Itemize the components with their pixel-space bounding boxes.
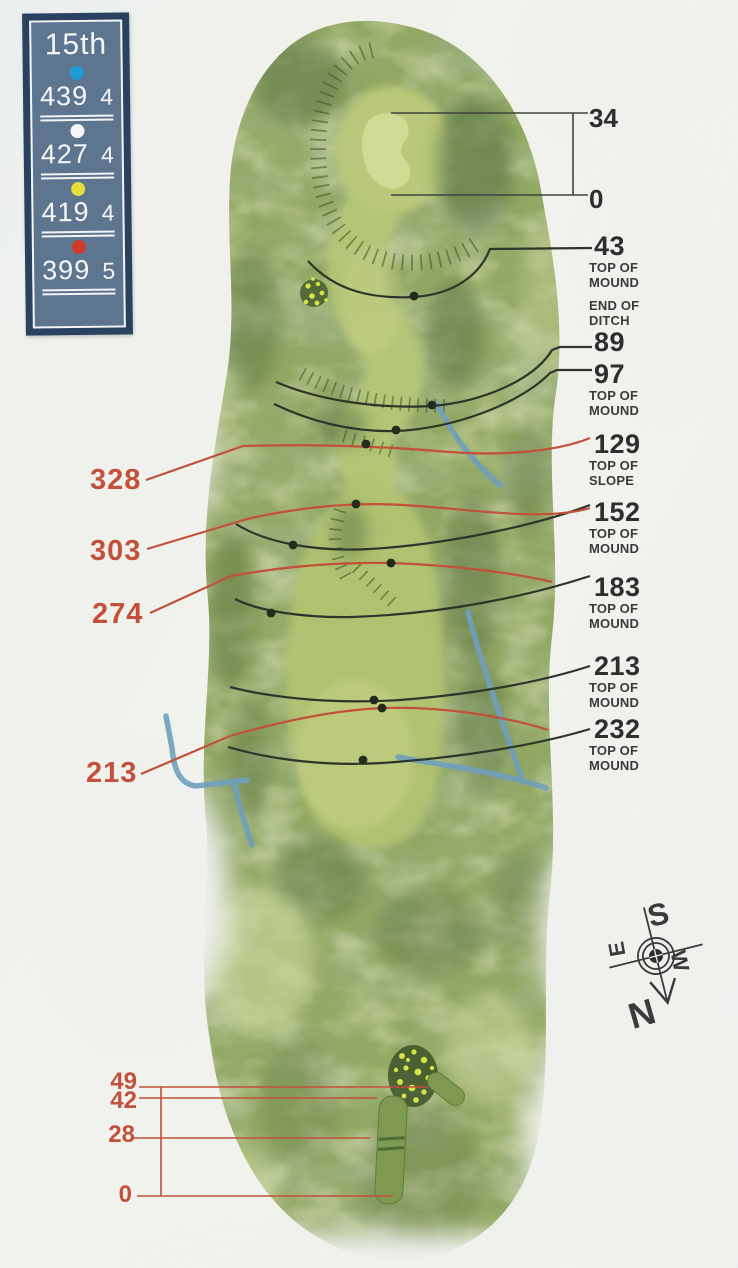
divider [41, 173, 113, 180]
hole-info-card-inner [29, 19, 126, 328]
red-tee-par: 5 [102, 257, 116, 284]
divider [41, 115, 113, 122]
yardage-marker-green-front: 0 [589, 184, 604, 214]
compass-north-label: N [623, 990, 661, 1037]
red-yardage-marker-213: 213 [86, 757, 138, 789]
yardage-marker-43: 43 TOP OF MOUND [589, 231, 640, 290]
divider [42, 231, 114, 238]
blue-tee-par: 4 [100, 83, 114, 110]
red-yardage-marker-328: 328 [90, 464, 142, 496]
yardage-marker-152: 152 TOP OF MOUND [589, 497, 641, 556]
white-tee-dot-icon [70, 124, 84, 138]
yellow-tee-par: 4 [101, 199, 115, 226]
white-tee-par: 4 [100, 141, 114, 168]
tee-marker-42: 42 [110, 1087, 137, 1114]
tee-marker-49: 49 [110, 1068, 137, 1095]
tee-row-yellow [39, 182, 117, 238]
yardage-marker-129: 129 TOP OF SLOPE [589, 429, 641, 488]
yellow-tee-dot-icon [71, 182, 85, 196]
hole-info-card [22, 12, 133, 335]
yardage-marker-213: 213 TOP OF MOUND [589, 651, 641, 710]
yardage-marker-232: 232 TOP OF MOUND [589, 714, 641, 773]
yellow-tee-distance: 419 [41, 196, 90, 228]
tee-marker-28: 28 [108, 1121, 135, 1148]
red-yardage-marker-274: 274 [92, 598, 144, 630]
red-tee-distance: 399 [41, 254, 91, 286]
tee-row-white [38, 124, 116, 180]
hole-title: 15th [44, 27, 108, 62]
yardage-marker-97: 97 TOP OF MOUND [589, 359, 640, 418]
red-yardage-marker-303: 303 [90, 535, 142, 567]
red-tee-dot-icon [71, 240, 85, 254]
tee-row-red [40, 240, 118, 296]
compass-west-label: W [665, 948, 695, 974]
blue-tee-distance: 439 [39, 80, 89, 112]
compass-east-label: E [603, 939, 631, 959]
tee-row-blue [38, 66, 116, 122]
yardage-marker-183: 183 TOP OF MOUND [589, 572, 641, 631]
compass-south-label: S [643, 895, 673, 934]
yardage-marker-89: END OF DITCH 89 [589, 298, 640, 357]
divider [43, 289, 115, 296]
blue-tee-dot-icon [69, 66, 83, 80]
tee-marker-0: 0 [118, 1181, 132, 1208]
white-tee-distance: 427 [40, 138, 90, 170]
yardage-marker-green-back: 34 [589, 103, 618, 133]
